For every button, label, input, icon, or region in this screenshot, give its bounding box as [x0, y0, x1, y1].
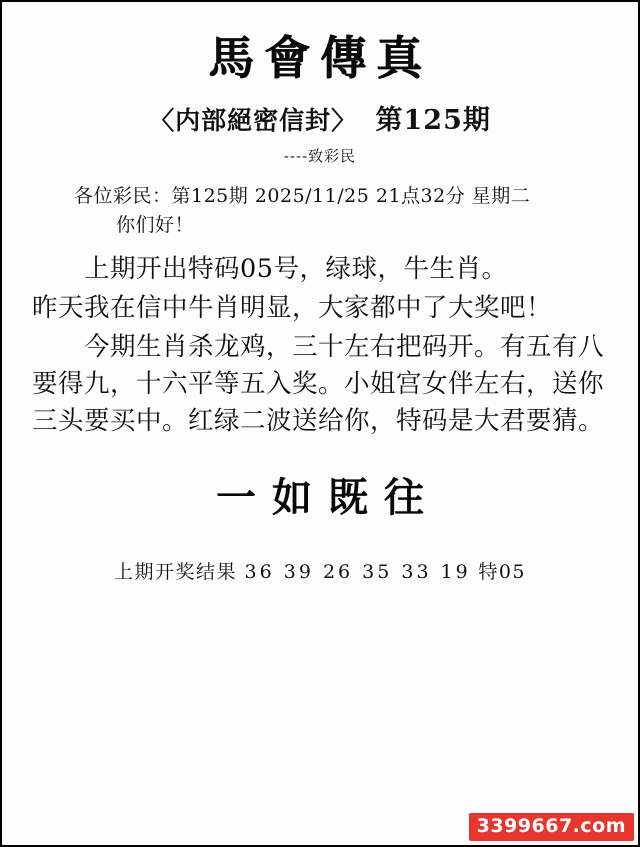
page-content	[2, 2, 638, 845]
paragraph-1: 上期开出特码05号，绿球，牛生肖。	[84, 254, 508, 285]
page-title: 馬會傳真	[208, 31, 432, 85]
greeting-block	[32, 182, 608, 239]
result-label: 上期开奖结果	[113, 561, 237, 584]
subtitle-bracketed: 〈内部絕密信封〉	[149, 106, 358, 136]
special-number: 05	[498, 561, 527, 584]
special-label: 特	[478, 561, 499, 584]
paragraph-3: 今期生肖杀龙鸡，三十左右把码开。有五有八要得九，十六平等五入奖。小姐宫女伴左右，送你三头要买中。红绿二波送给你，特码是大君要猜。	[32, 332, 605, 437]
dedication-line: ----致彩民	[283, 147, 357, 166]
body-text	[32, 251, 608, 440]
greeting-line-2: 你们好！	[116, 213, 195, 236]
subtitle-row	[32, 98, 608, 137]
site-watermark-badge: 3399667.com	[469, 813, 634, 841]
issue-label: 第125期	[375, 105, 491, 137]
previous-result-line	[32, 557, 608, 584]
greeting-line-1: 各位彩民：第125期 2025/11/25 21点32分 星期二	[74, 185, 531, 208]
result-numbers: 36 39 26 35 33 19	[244, 561, 471, 584]
slogan: 一如既往	[216, 474, 440, 522]
paragraph-2: 昨天我在信中牛肖明显，大家都中了大奖吧！	[32, 293, 553, 324]
